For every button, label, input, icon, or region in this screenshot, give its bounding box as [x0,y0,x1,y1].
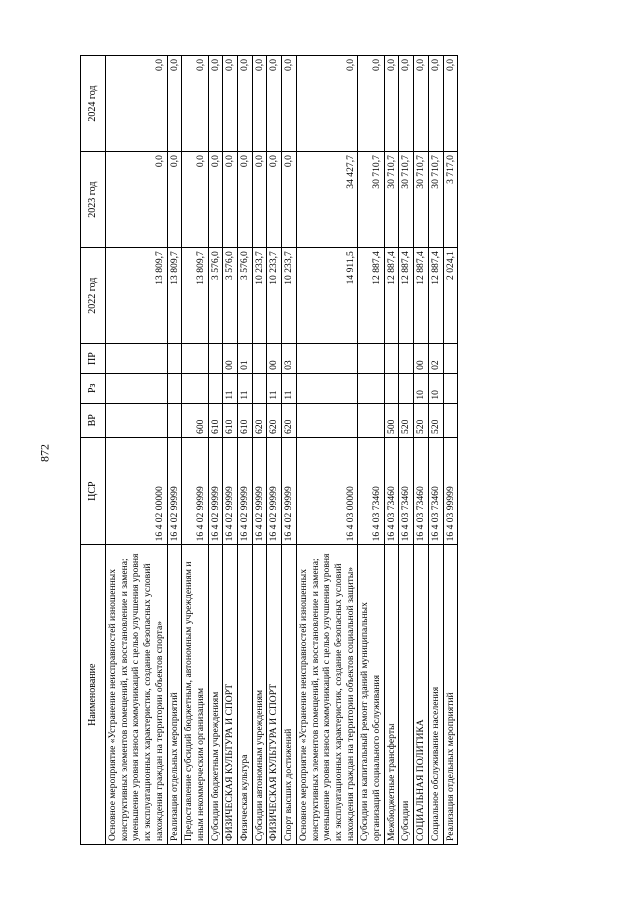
row-csr: 16 4 03 73460 [399,437,414,544]
table-row [106,56,168,845]
row-2024: 0,0 [223,56,238,152]
row-2022: 3 576,0 [208,248,223,344]
row-pr: 01 [238,344,253,374]
row-rz: 11 [223,373,238,403]
row-2022: 12 887,4 [384,248,399,344]
row-csr: 16 4 03 73460 [358,437,384,544]
row-csr: 16 4 03 73460 [428,437,443,544]
table-row [238,56,253,845]
row-csr: 16 4 02 99999 [182,437,208,544]
row-vr: 610 [223,403,238,437]
row-2023: 30 710,7 [358,152,384,248]
row-2022: 12 887,4 [428,248,443,344]
row-2023: 0,0 [267,152,282,248]
row-vr [358,403,384,437]
header-pr: ПР [81,344,106,374]
header-2022: 2022 год [81,248,106,344]
row-csr: 16 4 03 00000 [296,437,358,544]
row-2024: 0,0 [414,56,429,152]
rotated-table-container [80,55,560,845]
row-csr: 16 4 02 99999 [252,437,267,544]
row-name: ФИЗИЧЕСКАЯ КУЛЬТУРА И СПОРТ [267,545,282,845]
row-rz [399,373,414,403]
row-pr [443,344,458,374]
row-rz [106,373,168,403]
row-name: Предоставление субсидий бюджетным, автономным учреждениям и иным некоммерческим организациям [182,545,208,845]
row-csr: 16 4 02 99999 [267,437,282,544]
row-pr [252,344,267,374]
row-2022: 3 576,0 [238,248,253,344]
row-2023: 0,0 [106,152,168,248]
row-name: ФИЗИЧЕСКАЯ КУЛЬТУРА И СПОРТ [223,545,238,845]
row-csr: 16 4 02 99999 [238,437,253,544]
row-vr: 610 [238,403,253,437]
row-2023: 0,0 [238,152,253,248]
row-2022: 13 809,7 [182,248,208,344]
row-pr [182,344,208,374]
row-pr: 02 [428,344,443,374]
row-csr: 16 4 03 99999 [443,437,458,544]
row-csr: 16 4 02 00000 [106,437,168,544]
row-csr: 16 4 02 99999 [282,437,297,544]
row-rz: 11 [238,373,253,403]
row-2024: 0,0 [358,56,384,152]
row-rz [384,373,399,403]
row-pr: 00 [223,344,238,374]
row-rz: 11 [267,373,282,403]
table-row [414,56,429,845]
table-row [182,56,208,845]
row-rz [358,373,384,403]
row-2023: 0,0 [182,152,208,248]
row-csr: 16 4 02 99999 [223,437,238,544]
table-header-row [81,56,106,845]
row-2023: 30 710,7 [414,152,429,248]
row-2024: 0,0 [252,56,267,152]
row-rz [252,373,267,403]
row-2023: 30 710,7 [399,152,414,248]
row-rz [296,373,358,403]
row-2024: 0,0 [443,56,458,152]
row-rz [443,373,458,403]
row-name: Физическая культура [238,545,253,845]
table-row [208,56,223,845]
row-vr: 600 [182,403,208,437]
row-2023: 30 710,7 [384,152,399,248]
row-rz: 11 [282,373,297,403]
header-2023: 2023 год [81,152,106,248]
row-2024: 0,0 [106,56,168,152]
header-name: Наименование [81,545,106,845]
row-vr [296,403,358,437]
row-2024: 0,0 [282,56,297,152]
row-vr: 620 [282,403,297,437]
row-csr: 16 4 03 73460 [384,437,399,544]
row-2022: 13 809,7 [106,248,168,344]
row-name: Межбюджетные трансферты [384,545,399,845]
table-row [167,56,182,845]
row-pr: 00 [414,344,429,374]
table-row [428,56,443,845]
row-pr [358,344,384,374]
row-vr [167,403,182,437]
row-2023: 3 717,0 [443,152,458,248]
row-2023: 30 710,7 [428,152,443,248]
row-name: Основное мероприятие «Устранение неисправностей изношенных конструктивных элементов помещений, их восстановление и замена; уменьшение уровня износа коммуникаций с целью улучшения уровня их эксплуатационных характеристик, создание безопасных условий нахождения граждан на территории объектов спорта» [106,545,168,845]
row-name: Субсидии автономным учреждениям [252,545,267,845]
row-2024: 0,0 [267,56,282,152]
row-csr: 16 4 02 99999 [208,437,223,544]
row-vr [106,403,168,437]
row-2022: 10 233,7 [282,248,297,344]
row-pr [384,344,399,374]
row-name: СОЦИАЛЬНАЯ ПОЛИТИКА [414,545,429,845]
row-2024: 0,0 [182,56,208,152]
row-2022: 2 024,1 [443,248,458,344]
row-name: Субсидии на капитальный ремонт зданий муниципальных организаций социального обслуживания [358,545,384,845]
row-2023: 0,0 [282,152,297,248]
row-name: Субсидии бюджетным учреждениям [208,545,223,845]
row-2024: 0,0 [238,56,253,152]
row-name: Реализация отдельных мероприятий [167,545,182,845]
row-2024: 0,0 [208,56,223,152]
table-row [384,56,399,845]
table-row [252,56,267,845]
header-rz: Рз [81,373,106,403]
row-2023: 0,0 [223,152,238,248]
table-row [399,56,414,845]
row-2022: 12 887,4 [414,248,429,344]
row-2022: 10 233,7 [252,248,267,344]
row-2022: 10 233,7 [267,248,282,344]
row-pr [167,344,182,374]
row-name: Основное мероприятие «Устранение неисправностей изношенных конструктивных элементов помещений, их восстановление и замена; уменьшение уровня износа коммуникаций с целью улучшения уровня их эксплуатационных характеристик, создание безопасных условий нахождения граждан на территории объектов социальной защиты» [296,545,358,845]
budget-table [80,55,458,845]
row-pr: 00 [267,344,282,374]
row-2023: 34 427,7 [296,152,358,248]
row-pr [208,344,223,374]
row-vr: 620 [252,403,267,437]
row-2023: 0,0 [167,152,182,248]
row-pr [296,344,358,374]
page-number: 872 [37,444,52,462]
table-row [282,56,297,845]
row-pr: 03 [282,344,297,374]
row-vr: 520 [414,403,429,437]
row-2024: 0,0 [428,56,443,152]
row-2022: 12 887,4 [399,248,414,344]
row-vr: 520 [428,403,443,437]
row-rz [208,373,223,403]
row-vr [443,403,458,437]
row-name: Реализация отдельных мероприятий [443,545,458,845]
row-vr: 500 [384,403,399,437]
header-2024: 2024 год [81,56,106,152]
table-row [267,56,282,845]
row-pr [399,344,414,374]
row-rz [167,373,182,403]
row-name: Спорт высших достижений [282,545,297,845]
row-2022: 3 576,0 [223,248,238,344]
row-vr: 520 [399,403,414,437]
row-csr: 16 4 03 73460 [414,437,429,544]
table-row [223,56,238,845]
row-2022: 12 887,4 [358,248,384,344]
row-2023: 0,0 [208,152,223,248]
row-2023: 0,0 [252,152,267,248]
row-2022: 13 809,7 [167,248,182,344]
row-csr: 16 4 02 99999 [167,437,182,544]
row-2022: 14 911,5 [296,248,358,344]
header-csr: ЦСР [81,437,106,544]
table-row [296,56,358,845]
row-pr [106,344,168,374]
row-rz: 10 [414,373,429,403]
row-2024: 0,0 [167,56,182,152]
row-name: Социальное обслуживание населения [428,545,443,845]
row-2024: 0,0 [296,56,358,152]
row-name: Субсидии [399,545,414,845]
table-row [358,56,384,845]
table-row [443,56,458,845]
row-rz: 10 [428,373,443,403]
row-vr: 610 [208,403,223,437]
row-rz [182,373,208,403]
header-vr: ВР [81,403,106,437]
row-2024: 0,0 [399,56,414,152]
row-2024: 0,0 [384,56,399,152]
row-vr: 620 [267,403,282,437]
